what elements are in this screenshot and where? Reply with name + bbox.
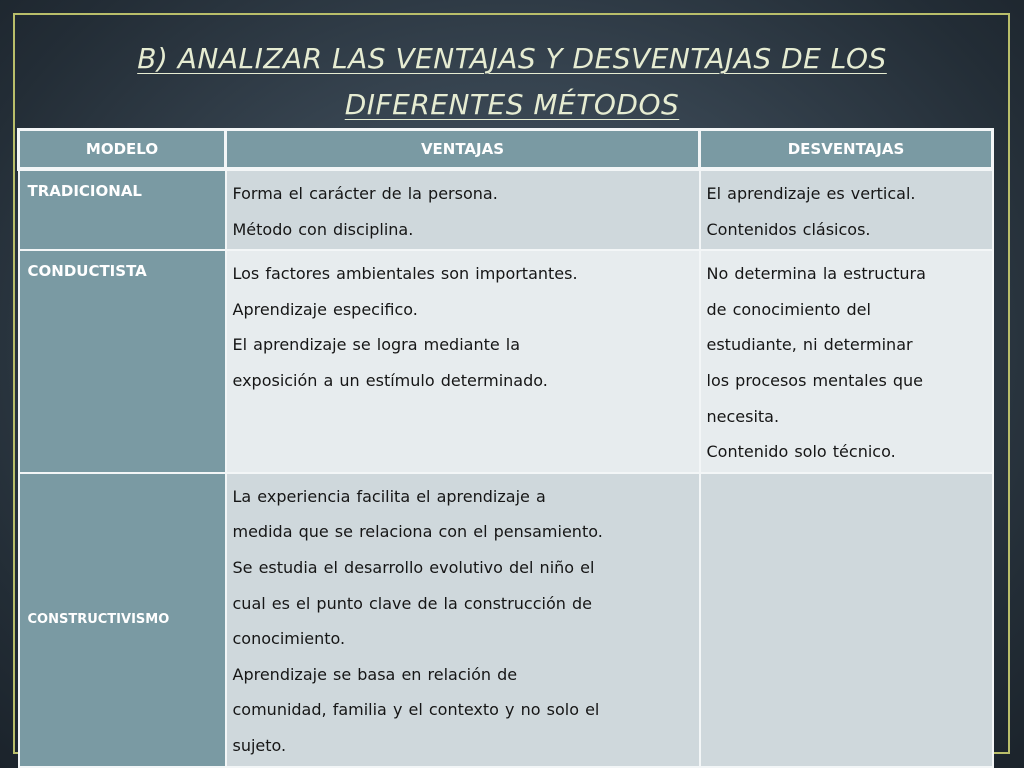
table-row [19,169,993,250]
desventaja-line: necesita. [706,406,780,426]
model-name: CONDUCTISTA [19,250,226,473]
ventajas-cell [226,250,700,473]
desventaja-line: estudiante, ni determinar [706,335,913,355]
desventaja-line: No determina la estructura [706,264,926,284]
slide-title [30,36,994,128]
header-modelo: MODELO [19,130,226,170]
ventaja-line: Aprendizaje se basa en relación de [232,664,518,684]
desventaja-line: los procesos mentales que [706,370,924,390]
desventaja-line: de conocimiento del [706,299,871,319]
desventaja-line: El aprendizaje es vertical. [706,184,916,203]
ventajas-cell [226,473,700,767]
ventaja-line: El aprendizaje se logra mediante la [232,335,521,355]
table-header-row [19,130,993,170]
desventajas-cell [700,250,993,473]
ventaja-line: medida que se relaciona con el pensamiento. [232,522,603,542]
ventaja-line: Método con disciplina. [232,219,414,239]
ventaja-line: Los factores ambientales son importantes. [232,264,578,284]
model-name: TRADICIONAL [19,169,226,250]
header-desventajas: DESVENTAJAS [700,130,993,170]
title-line-1: B) ANALIZAR LAS VENTAJAS Y DESVENTAJAS DE LOS [137,42,887,75]
table-row [19,250,993,473]
desventajas-cell [700,169,993,250]
desventaja-line: Contenidos clásicos. [706,219,871,239]
ventaja-line: conocimiento. [232,629,346,649]
ventaja-line: Aprendizaje especifico. [232,299,418,319]
ventaja-line: La experiencia facilita el aprendizaje a [232,486,546,506]
ventaja-line: sujeto. [232,735,287,755]
table-row [19,473,993,767]
header-ventajas: VENTAJAS [226,130,700,170]
model-name: CONSTRUCTIVISMO [19,473,226,767]
desventaja-line: Contenido solo técnico. [706,442,896,462]
ventaja-line: Forma el carácter de la persona. [232,184,498,203]
desventajas-cell [700,473,993,767]
ventajas-cell [226,169,700,250]
ventaja-line: cual es el punto clave de la construcción de [232,593,592,613]
title-line-2: DIFERENTES MÉTODOS [344,88,680,121]
ventaja-line: Se estudia el desarrollo evolutivo del niño el [232,557,595,577]
comparison-table [17,128,994,768]
ventaja-line: exposición a un estímulo determinado. [232,370,548,390]
ventaja-line: comunidad, familia y el contexto y no solo el [232,700,600,720]
